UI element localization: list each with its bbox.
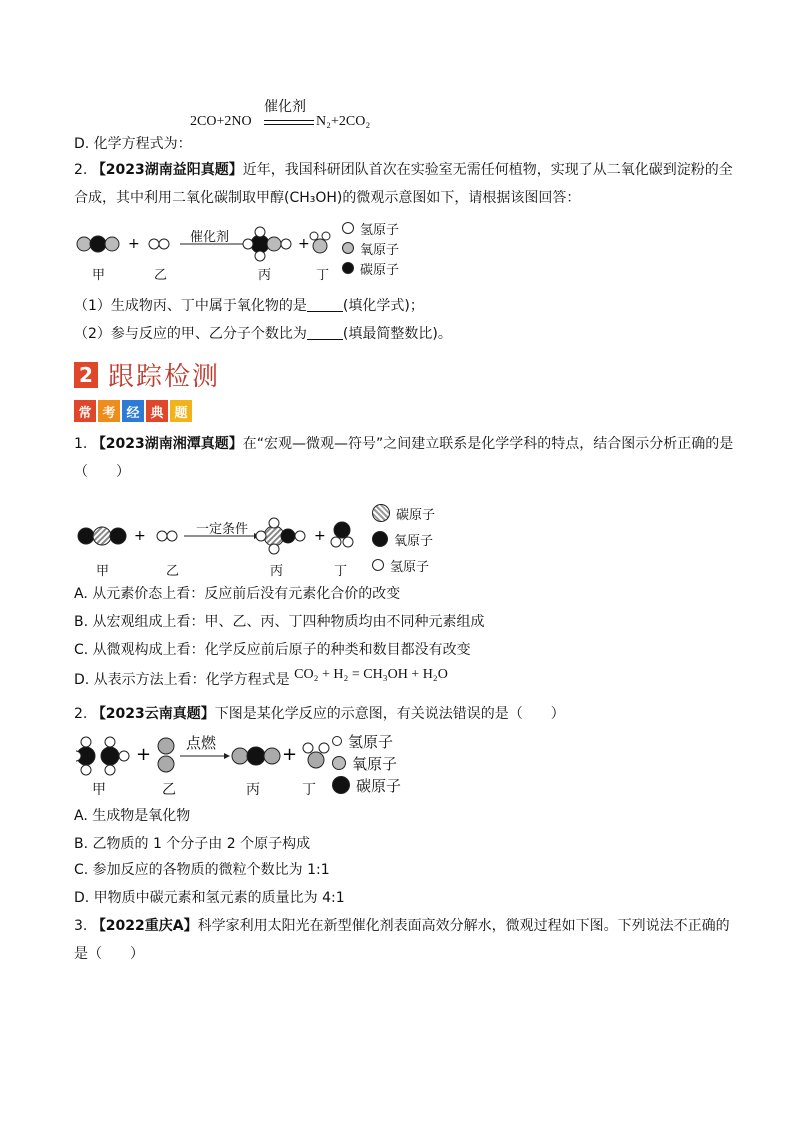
q2-source: 【2023湖南益阳真题】 (91, 162, 243, 178)
molecule-yi (157, 531, 177, 541)
legend-row (342, 238, 399, 258)
molecule-jia (76, 737, 129, 775)
legend-label: 碳原子 (356, 776, 402, 795)
q2-text-line1: 近年，我国科研团队首次在实验室无需任何植物，实现了从二氧化碳到淀粉的全 (242, 162, 733, 178)
track1-option-a: A. 从元素价态上看：反应前后没有元素化合价的改变 (74, 586, 401, 602)
equation-top (190, 96, 390, 132)
oxygen-atom-icon (372, 531, 388, 547)
track2-option-a: A. 生成物是氧化物 (74, 808, 191, 824)
q2-number: 2. (74, 162, 88, 178)
legend-row (342, 258, 399, 278)
svg-text:+: + (128, 236, 140, 252)
option-d-equation: CO₂ + H₂ = CH₃OH + H₂O (294, 667, 448, 682)
track3-number: 3. (74, 918, 88, 934)
sub2-tail: (填最简整数比)。 (342, 326, 452, 342)
tag: 考 (98, 400, 120, 422)
diagram3-label-jia: 甲 (92, 782, 106, 798)
diagram3-arrow-label: 点燃 (186, 734, 217, 752)
diagram2-label-ding: 丁 (334, 564, 348, 579)
legend-row (332, 730, 401, 752)
legend-label: 氧原子 (360, 242, 400, 258)
answer-blank[interactable] (307, 297, 343, 312)
equation-right: N₂+2CO₂ (316, 114, 371, 129)
track1-paren: （ ） (74, 464, 130, 480)
diagram3-label-yi: 乙 (162, 782, 176, 798)
track3-line1 (74, 916, 730, 936)
tag: 常 (74, 400, 96, 422)
diagram3-label-ding: 丁 (302, 782, 316, 798)
track1-text: 在“宏观—微观—符号”之间建立联系是化学学科的特点，结合图示分析正确的是 (242, 436, 734, 452)
section-header (74, 356, 220, 393)
diagram2-label-yi: 乙 (166, 564, 180, 579)
hydrogen-atom-icon (372, 559, 384, 571)
track2-line1 (74, 704, 565, 724)
legend-label: 氢原子 (390, 559, 430, 575)
oxygen-atom-icon (332, 756, 346, 770)
diagram1-label-ding: 丁 (316, 268, 330, 283)
q2-sub1 (74, 296, 424, 316)
legend-row (372, 500, 435, 526)
hydrogen-atom-icon (332, 736, 342, 746)
diagram1-label-bing: 丙 (258, 268, 272, 283)
carbon-atom-icon (372, 504, 390, 522)
legend-label: 氧原子 (394, 533, 434, 549)
section-title: 跟踪检测 (108, 362, 221, 392)
molecule-jia (77, 236, 119, 252)
molecule-bing (232, 747, 280, 765)
track2-text: 下图是某化学反应的示意图，有关说法错误的是（ ） (214, 706, 565, 722)
q2-text-line2: 合成，其中利用二氧化碳制取甲醇(CH₃OH)的微观示意图如下，请根据该图回答： (74, 190, 581, 206)
track2-option-b: B. 乙物质的 1 个分子由 2 个原子构成 (74, 836, 311, 852)
answer-blank[interactable] (307, 325, 343, 340)
diagram2-legend (372, 500, 435, 578)
sub1-tail: (填化学式)； (342, 298, 424, 314)
legend-label: 碳原子 (396, 507, 436, 523)
diagram2-label-bing: 丙 (270, 564, 284, 579)
track2-option-c: C. 参加反应的各物质的微粒个数比为 1:1 (74, 862, 330, 878)
sub1-text: （1）生成物丙、丁中属于氧化物的是 (74, 298, 307, 314)
track3-text-line2: 是（ ） (74, 946, 144, 962)
svg-text:+: + (282, 744, 298, 765)
oxygen-atom-icon (342, 242, 354, 254)
track3-text-line1: 科学家利用太阳光在新型催化剂表面高效分解水，微观过程如下图。下列说法不正确的 (197, 918, 730, 934)
sub2-text: （2）参与反应的甲、乙分子个数比为 (74, 326, 307, 342)
svg-text:+: + (298, 236, 310, 252)
q2-sub2 (74, 324, 452, 344)
legend-row (372, 552, 435, 578)
diagram1-legend (342, 218, 399, 278)
section-tags (74, 400, 194, 422)
legend-row (332, 774, 401, 796)
hydrogen-atom-icon (342, 222, 354, 234)
track1-number: 1. (74, 436, 88, 452)
molecule-yi (149, 239, 169, 249)
equation-left: 2CO+2NO (190, 114, 252, 129)
legend-label: 氢原子 (348, 732, 394, 751)
legend-label: 碳原子 (360, 262, 400, 278)
molecule-yi (158, 738, 174, 772)
diagram2-label-jia: 甲 (96, 564, 110, 579)
legend-label: 氢原子 (360, 222, 400, 238)
equation-equals-double-line (264, 120, 314, 125)
tag: 经 (122, 400, 144, 422)
track1-source: 【2023湖南湘潭真题】 (91, 436, 243, 452)
track1-option-d (74, 667, 448, 691)
tag: 典 (146, 400, 168, 422)
legend-row (372, 526, 435, 552)
carbon-atom-icon (332, 776, 350, 794)
track1-option-c: C. 从微观构成上看：化学反应前后原子的种类和数目都没有改变 (74, 642, 471, 658)
catalyst-label: 催化剂 (264, 100, 306, 115)
track3-source: 【2022重庆A】 (91, 918, 198, 934)
tag: 题 (170, 400, 192, 422)
diagram1-label-yi: 乙 (154, 268, 168, 283)
track1-option-b: B. 从宏观组成上看：甲、乙、丙、丁四种物质均由不同种元素组成 (74, 614, 485, 630)
legend-row (332, 752, 401, 774)
svg-text:+: + (136, 744, 152, 765)
track2-number: 2. (74, 706, 88, 722)
diagram2-arrow-label: 一定条件 (196, 522, 249, 537)
molecule-ding (310, 232, 330, 253)
track2-source: 【2023云南真题】 (91, 706, 215, 722)
diagram1-label-jia: 甲 (92, 268, 106, 283)
legend-row (342, 218, 399, 238)
molecule-bing (256, 518, 305, 554)
diagram3-legend (332, 730, 401, 796)
option-d-prev: D. 化学方程式为： (74, 136, 192, 152)
option-d-text: D. 从表示方法上看：化学方程式是 (74, 672, 290, 688)
diagram3-label-bing: 丙 (246, 782, 260, 798)
svg-text:+: + (134, 528, 146, 544)
molecule-bing (243, 227, 291, 261)
q2-line1 (74, 160, 733, 180)
carbon-atom-icon (342, 262, 354, 274)
molecule-ding (331, 522, 353, 547)
diagram1-arrow-label: 催化剂 (190, 230, 230, 245)
track2-option-d: D. 甲物质中碳元素和氢元素的质量比为 4:1 (74, 890, 345, 906)
molecule-ding (303, 743, 329, 768)
svg-text:+: + (314, 528, 326, 544)
section-number-badge: 2 (74, 362, 98, 388)
track1-line1 (74, 434, 733, 454)
legend-label: 氧原子 (352, 754, 398, 773)
molecule-jia (78, 527, 126, 545)
